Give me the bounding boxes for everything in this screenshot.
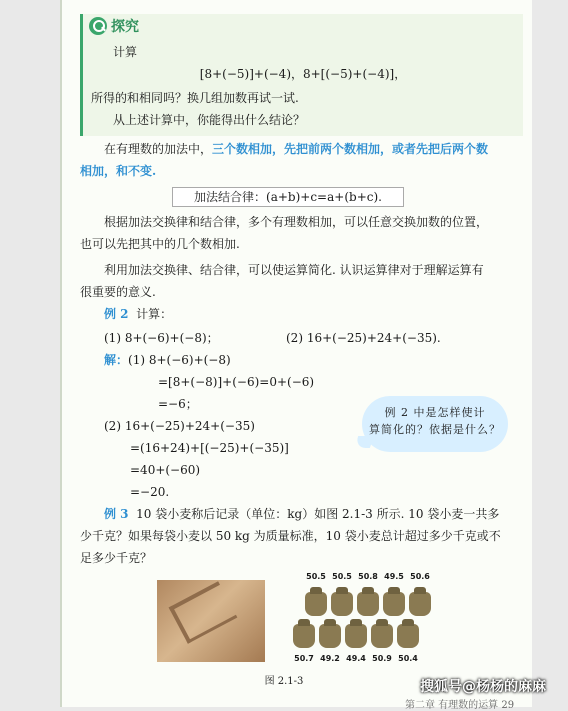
- weight-top-3: 50.8: [358, 572, 378, 581]
- example3-line-1: [104, 506, 499, 522]
- wheat-bag-icon: [331, 592, 353, 616]
- wheat-bag-icon: [397, 624, 419, 648]
- weight-top-5: 50.6: [410, 572, 430, 581]
- example2-q1: (1) 8+(−6)+(−8)；: [104, 331, 219, 345]
- example3-text-1: 10 袋小麦称后记录（单位：kg）如图 2.1-3 所示. 10 袋小麦一共多: [136, 507, 500, 521]
- example2-label: 例 2: [104, 307, 129, 321]
- intro-text: 在有理数的加法中，: [104, 142, 213, 156]
- para1-line-2: 也可以先把其中的几个数相加.: [80, 237, 240, 251]
- watermark: 搜狐号@杨杨的麻麻: [420, 679, 546, 695]
- magnifier-icon: [89, 17, 107, 35]
- solution-2a: (2) 16+(−25)+24+(−35): [104, 419, 255, 433]
- example2-heading: [104, 306, 172, 322]
- explore-box: [80, 14, 523, 136]
- example3-line-3: 足多少千克？: [80, 551, 153, 565]
- wheat-bag-icon: [371, 624, 393, 648]
- wheat-bag-icon: [383, 592, 405, 616]
- explore-line-3: 所得的和相同吗？换几组加数再试一试.: [91, 91, 299, 105]
- example2-text: 计算：: [136, 307, 173, 321]
- solution-2d: =−20.: [130, 485, 170, 499]
- scoop-icon: [169, 581, 238, 643]
- explore-line-1: 计算: [113, 45, 138, 59]
- wheat-scoop-photo: [157, 580, 265, 662]
- weight-bottom-4: 50.9: [372, 654, 392, 663]
- wheat-bag-icon: [345, 624, 367, 648]
- para2-line-1: 利用加法交换律、结合律，可以使运算简化. 认识运算律对于理解运算有: [104, 263, 484, 277]
- figure-caption: 图 2.1-3: [264, 676, 304, 687]
- thought-bubble: [362, 396, 508, 452]
- wheat-bag-icon: [409, 592, 431, 616]
- weight-bottom-5: 50.4: [398, 654, 418, 663]
- explore-header: [89, 16, 139, 36]
- explore-line-2: [8+(−5)]+(−4)，8+[(−5)+(−4)]，: [199, 67, 407, 81]
- wheat-bag-icon: [305, 592, 327, 616]
- intro-line-1: [104, 141, 488, 157]
- solution-2b: =(16+24)+[(−25)+(−35)]: [130, 441, 289, 455]
- solution-1c: =−6；: [158, 397, 198, 411]
- para2-line-2: 很重要的意义.: [80, 285, 156, 299]
- weight-bottom-2: 49.2: [320, 654, 340, 663]
- weight-top-4: 49.5: [384, 572, 404, 581]
- solution-line-1: [104, 352, 231, 368]
- associative-law-box: 加法结合律：(a+b)+c=a+(b+c).: [172, 187, 404, 207]
- weight-top-2: 50.5: [332, 572, 352, 581]
- explore-title: 探究: [111, 19, 139, 35]
- solution-1b: =[8+(−8)]+(−6)=0+(−6): [158, 375, 315, 389]
- wheat-bags-figure: [288, 572, 448, 667]
- solution-2c: =40+(−60): [130, 463, 201, 477]
- page-footer: 第二章 有理数的运算 29: [405, 700, 515, 711]
- example2-q2: (2) 16+(−25)+24+(−35).: [286, 331, 441, 345]
- wheat-bag-icon: [319, 624, 341, 648]
- weight-bottom-1: 50.7: [294, 654, 314, 663]
- weight-top-1: 50.5: [306, 572, 326, 581]
- explore-line-4: 从上述计算中，你能得出什么结论？: [113, 113, 306, 127]
- intro-highlight-1: 三个数相加，先把前两个数相加，或者先把后两个数: [212, 142, 489, 156]
- example3-label: 例 3: [104, 507, 129, 521]
- bubble-line-1: 例 2 中是怎样使计: [384, 406, 486, 419]
- para1-line-1: 根据加法交换律和结合律，多个有理数相加，可以任意交换加数的位置，: [104, 215, 489, 229]
- example3-line-2: 少千克？如果每袋小麦以 50 kg 为质量标准，10 袋小麦总计超过多少千克或不: [80, 529, 501, 543]
- solution-1a: (1) 8+(−6)+(−8): [128, 353, 231, 367]
- thought-bubble-text: [362, 404, 508, 438]
- solution-label: 解：: [104, 353, 129, 367]
- bubble-line-2: 算简化的？依据是什么？: [369, 423, 501, 436]
- intro-highlight-2: 相加，和不变.: [80, 164, 157, 178]
- wheat-bag-icon: [357, 592, 379, 616]
- weight-bottom-3: 49.4: [346, 654, 366, 663]
- wheat-bag-icon: [293, 624, 315, 648]
